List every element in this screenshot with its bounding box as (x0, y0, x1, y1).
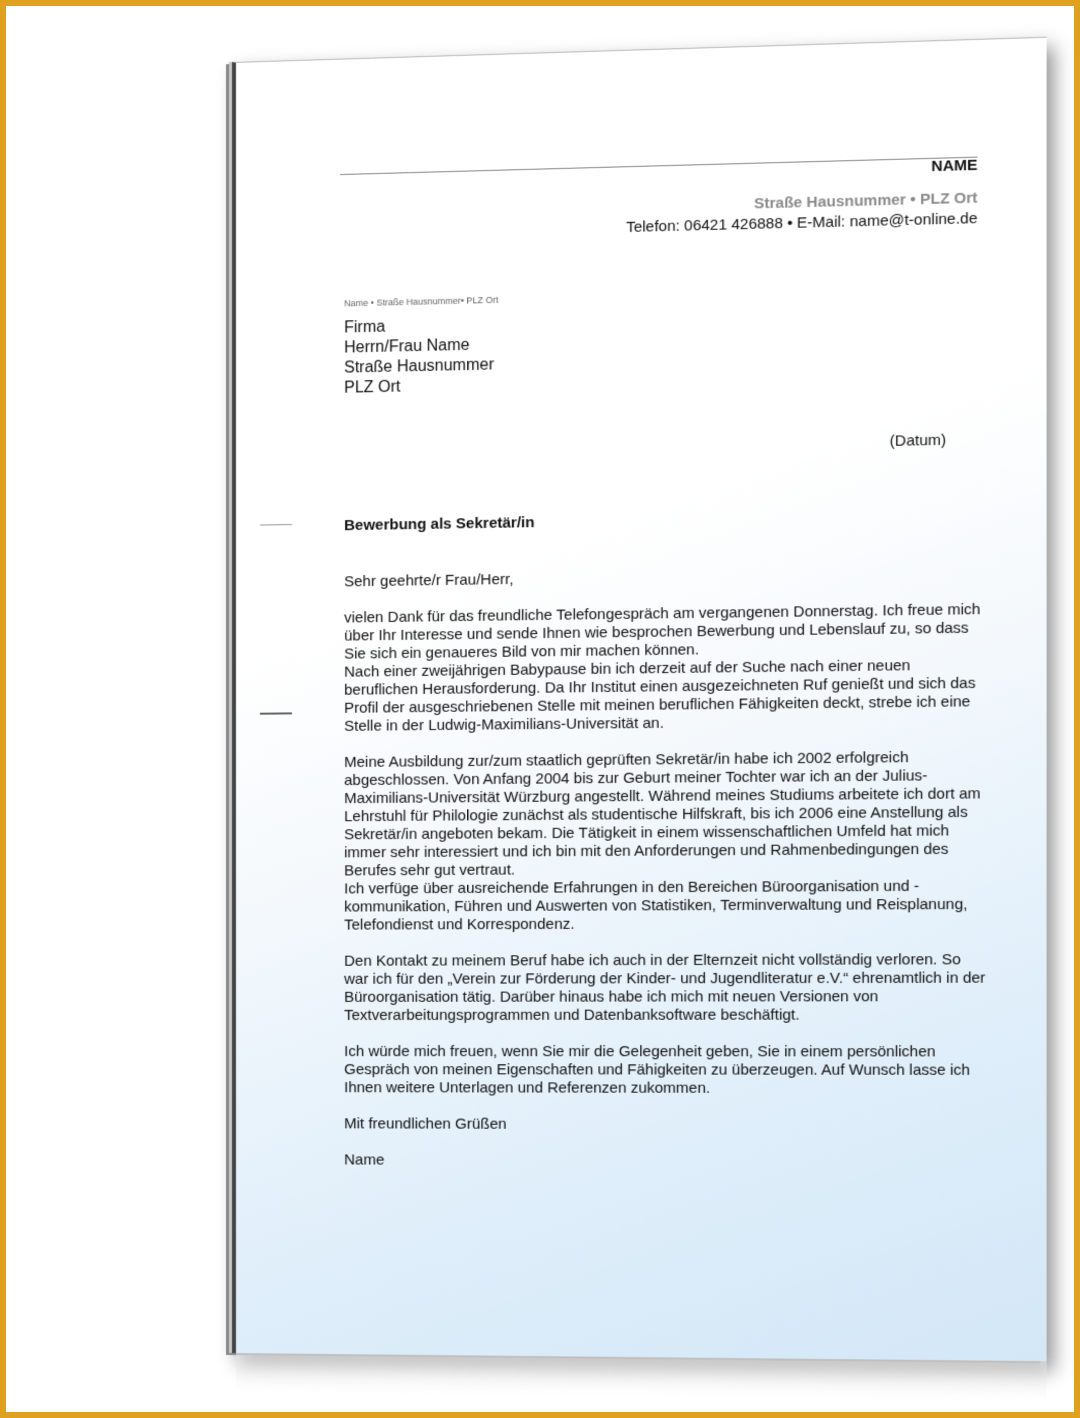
salutation: Sehr geehrte/r Frau/Herr, (344, 570, 514, 591)
recipient-street: Straße Hausnummer (344, 356, 495, 377)
recipient-company: Firma (344, 318, 386, 337)
recipient-person: Herrn/Frau Name (344, 336, 470, 357)
paragraph: Ich verfüge über ausreichende Erfahrungen in den Bereichen Büroorganisation und -kommunikation, Führen und Auswerten von Statistiken, Terminverwaltung und Reisplanung, Telefondienst und Korrespondenz. (344, 877, 968, 934)
letter-subject: Bewerbung als Sekretär/in (344, 514, 535, 535)
return-address-line: Name • Straße Hausnummer• PLZ Ort (344, 294, 499, 309)
recipient-city: PLZ Ort (344, 378, 401, 397)
closing: Mit freundlichen Grüßen (344, 1115, 507, 1133)
signature-name: Name (344, 1151, 385, 1169)
letter-date: (Datum) (889, 431, 947, 450)
sender-name: NAME (931, 156, 978, 176)
paragraph: Meine Ausbildung zur/zum staatlich geprüften Sekretär/in habe ich 2002 erfolgreich abgeschlossen. Von Anfang 2004 bis zur Geburt meiner Tochter war ich an der Julius-Maximilians-Universität Würzburg angestellt. Während meines Studiums arbeitete ich dort am Lehrstuhl für Philologie zunächst als studentische Hilfskraft, bis ich 2006 eine Anstellung als Sekretär/in angeboten bekam. Die Tätigkeit in einem wissenschaftlichen Umfeld hat mich immer sehr interessiert und ich bin mit den Anforderungen und Rahmenbedingungen des Berufes sehr gut vertraut. (344, 748, 981, 880)
paragraph: Den Kontakt zu meinem Beruf habe ich auch in der Elternzeit nicht vollständig verloren. So war ich für den „Verein zur Förderung der Kinder- und Jugendliteratur e.V.“ ehrenamtlich in der Büroorganisation tätig. Darüber hinaus habe ich mich mit neuen Versionen von Textverarbeitungsprogrammen und Datenbanksoftware beschäftigt. (344, 951, 986, 1024)
paragraph: vielen Dank für das freundliche Telefongespräch am vergangenen Donnerstag. Ich freue mich über Ihr Interesse und sende Ihnen wie besprochen Bewerbung und Lebenslauf zu, so dass Sie sich ein genaueres Bild von mir machen können. (344, 600, 981, 663)
paragraph: Ich würde mich freuen, wenn Sie mir die Gelegenheit geben, Sie in einem persönlichen Gespräch von meinen Eigenschaften und Fähigkeiten zu überzeugen. Auf Wunsch lasse ich Ihnen weitere Unterlagen und Referenzen zukommen. (344, 1043, 971, 1097)
sender-address: Straße Hausnummer • PLZ Ort (753, 189, 978, 213)
sender-contact: Telefon: 06421 426888 • E-Mail: name@t-online.de (626, 209, 978, 237)
paragraph: Nach einer zweijährigen Babypause bin ich derzeit auf der Suche nach einer neuen beruflichen Herausforderung. Da Ihr Institut einen ausgezeichneten Ruf genießt und sich das Profil der ausgeschriebenen Stelle mit meinen beruflichen Fähigkeiten deckt, strebe ich eine Stelle in der Ludwig-Maximilians-Universität an. (344, 656, 976, 735)
